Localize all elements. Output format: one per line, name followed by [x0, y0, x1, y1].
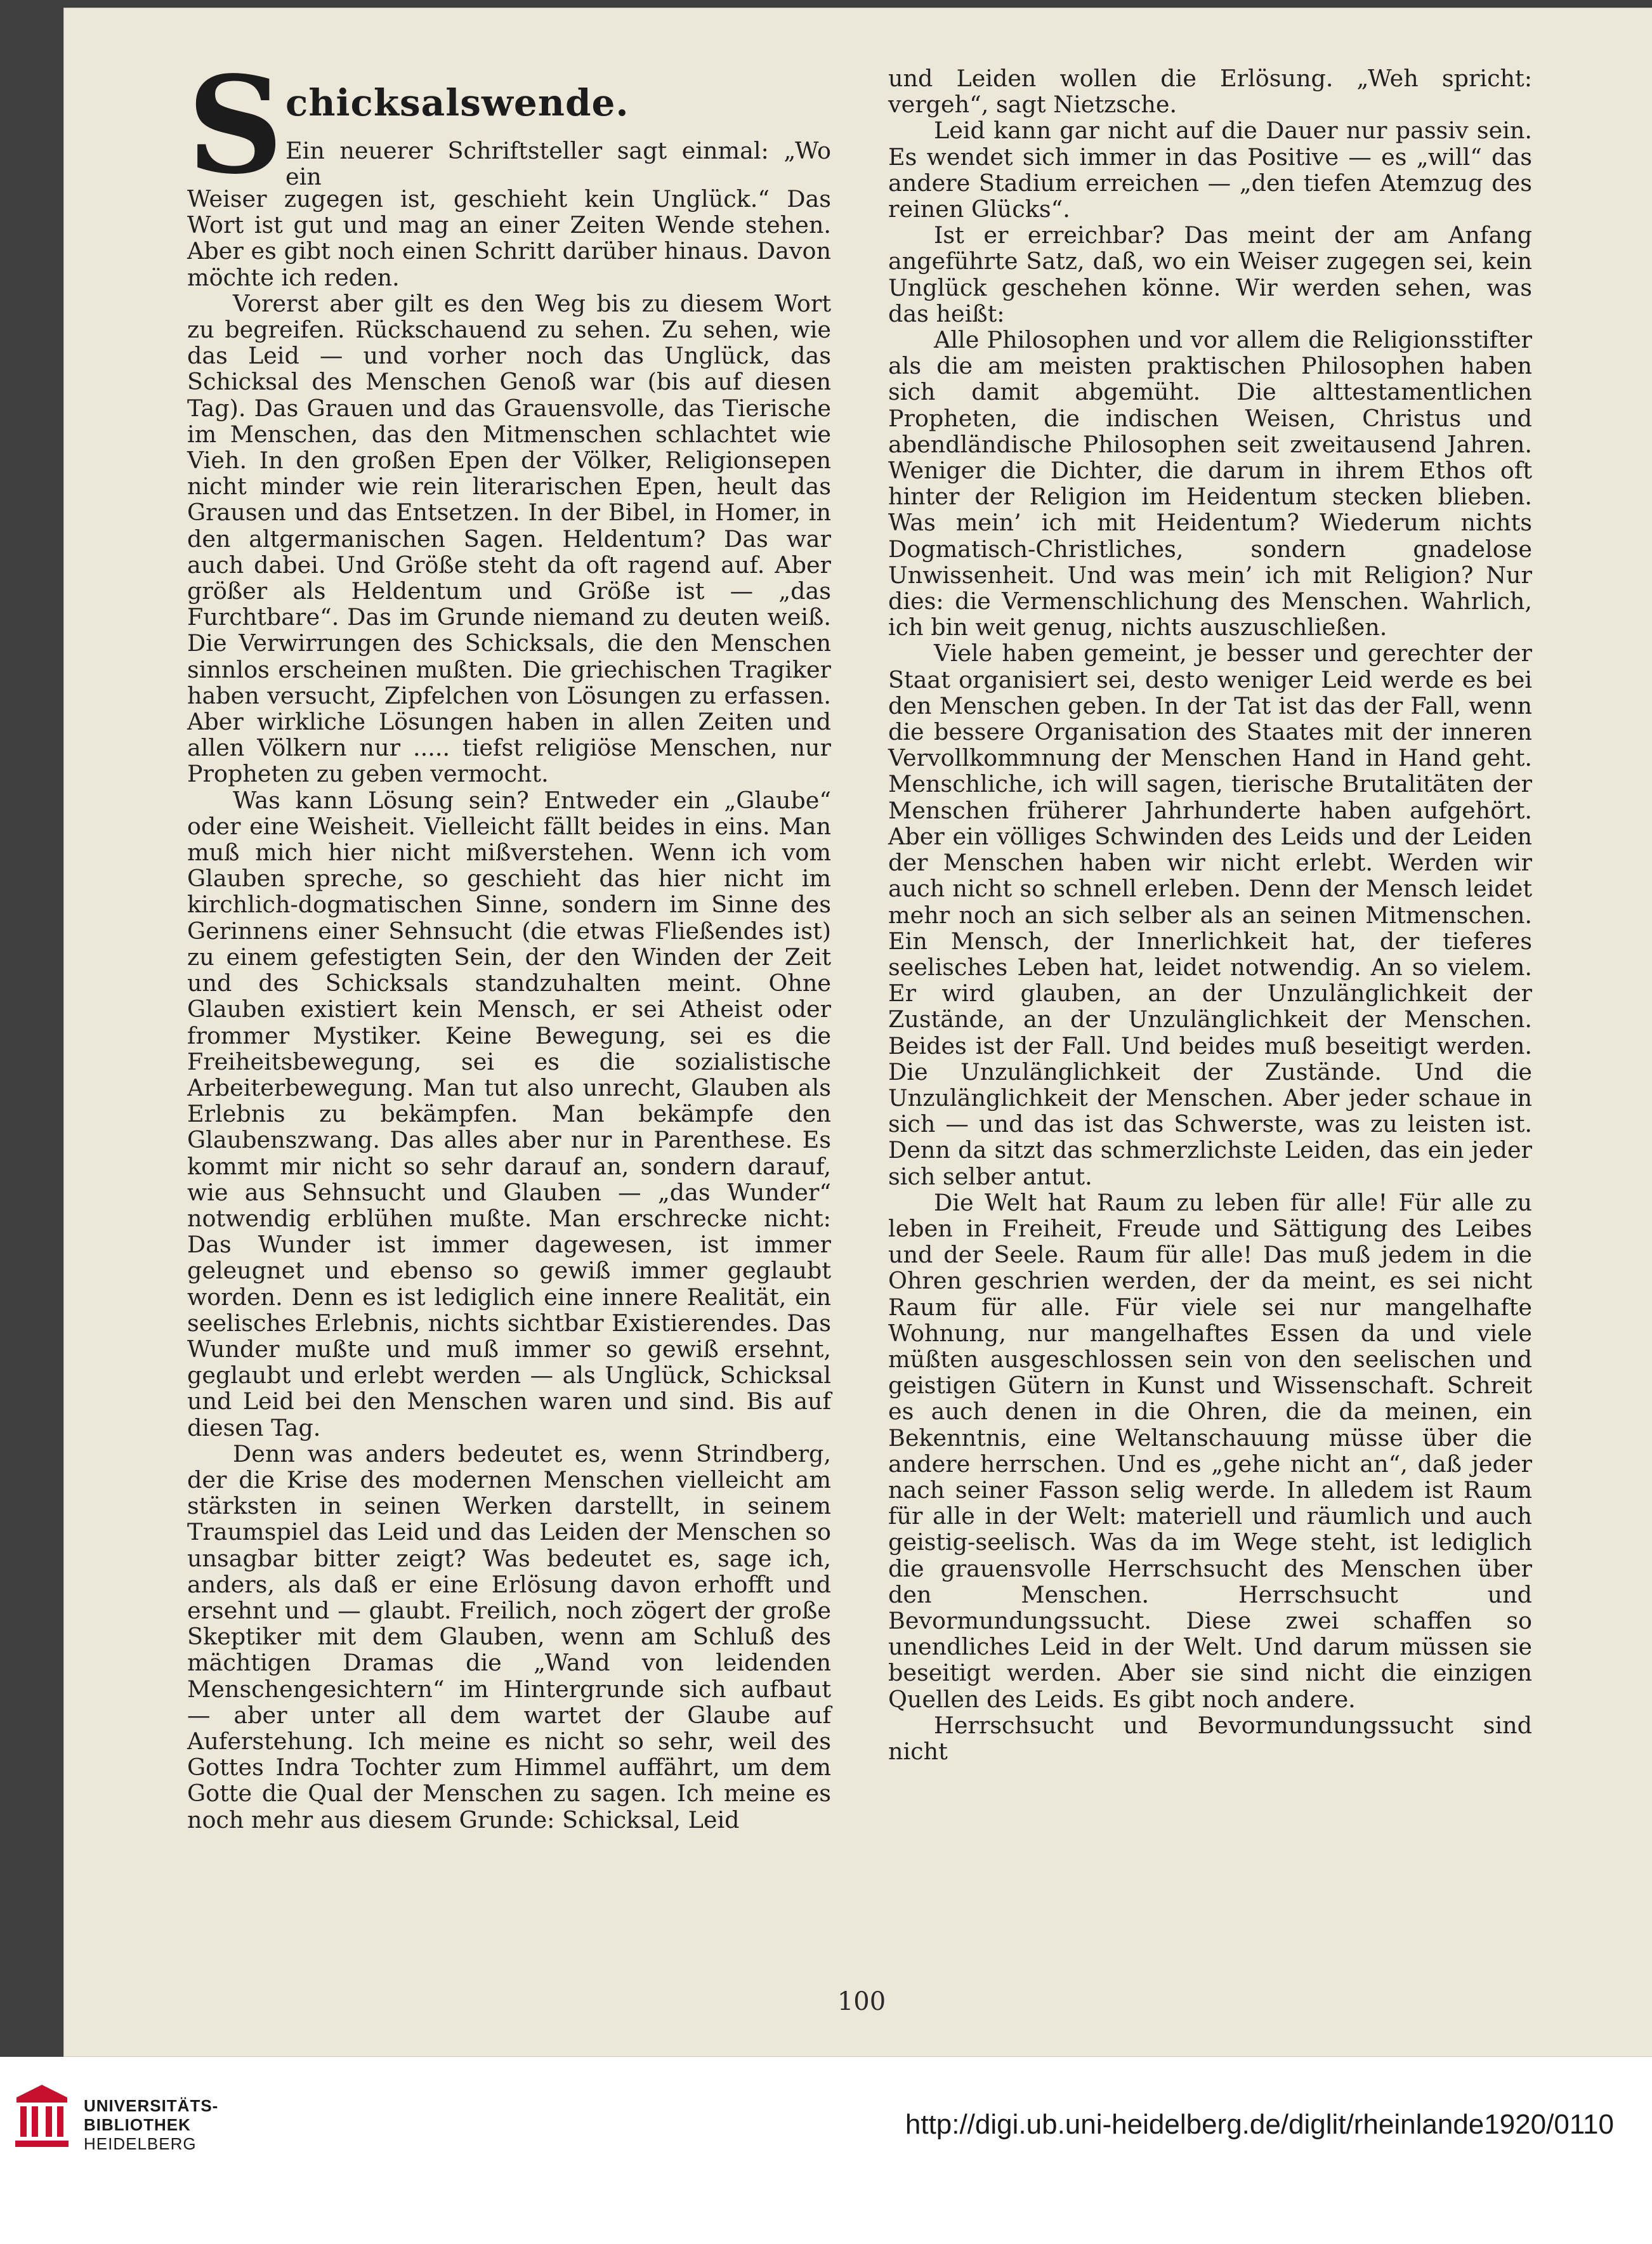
paragraph: Weiser zugegen ist, geschieht kein Unglück.“ Das Wort ist gut und mag an einer Zeiten Wende stehen. Aber es gibt noch einen Schritt darüber hinaus. Davon möchte ich reden. — [187, 185, 831, 291]
right-text-column — [888, 65, 1532, 1764]
university-library-logo-icon — [13, 2082, 71, 2152]
paragraph: Denn was anders bedeutet es, wenn Strindberg, der die Krise des modernen Menschen vielleicht am stärksten in seinen Werken darstellt, in seinem Traumspiel das Leid und das Leiden der Menschen so unsagbar bitter zeigt? Was bedeutet es, sage ich, anders, als daß er eine Erlösung davon erhofft und ersehnt und — glaubt. Freilich, noch zögert der große Skeptiker mit dem Glauben, wenn am Schluß des mächtigen Dramas die „Wand von leidenden Menschengesichtern“ im Hintergrunde sich aufbaut — aber unter all dem wartet der Glaube auf Auferstehung. Ich meine es nicht so sehr, weil des Gottes Indra Tochter zum Himmel auffährt, um dem Gotte die Qual der Menschen zu sagen. Ich meine es noch mehr aus diesem Grunde: Schicksal, Leid — [187, 1440, 831, 1834]
paragraph: Die Welt hat Raum zu leben für alle! Für alle zu leben in Freiheit, Freude und Sättigung des Leibes und der Seele. Raum für alle! Das muß jedem in die Ohren geschrien werden, der da meint, es sei nicht Raum für alle. Für viele sei nur mangelhafte Wohnung, nur mangelhaftes Essen da und viele müßten ausgeschlossen sein von den seelischen und geistigen Gütern in Kunst und Wissenschaft. Schreit es auch denen in die Ohren, die da meinen, ein Bekenntnis, eine Weltanschauung müsse über die andere herrschen. Und es „gehe nicht an“, daß jeder nach seiner Fasson selig werde. In alledem ist Raum für alle in der Welt: materiell und räumlich und auch geistig-seelisch. Was da im Wege steht, ist lediglich die grauensvolle Herrschsucht des Menschen über den Menschen. Herrschsucht und Bevormundungssucht. Diese zwei schaffen so unendliches Leid in der Welt. Und darum müssen sie beseitigt werden. Aber sie sind nicht die einzigen Quellen des Leids. Es gibt noch andere. — [888, 1188, 1532, 1713]
paragraph: Vorerst aber gilt es den Weg bis zu diesem Wort zu begreifen. Rückschauend zu sehen. Zu sehen, wie das Leid — und vorher noch das Unglück, das Schicksal des Menschen Genoß war (bis auf diesen Tag). Das Grauen und das Grauensvolle, das Tierische im Menschen, das den Mitmenschen schlachtet wie Vieh. In den großen Epen der Völker, Religionsepen nicht minder wie rein literarischen Epen, heult das Grausen und das Entsetzen. In der Bibel, in Homer, in den altgermanischen Sagen. Heldentum? Das war auch dabei. Und Größe steht da oft ragend auf. Aber größer als Heldentum und Größe ist — „das Furchtbare“. Das im Grunde niemand zu deuten weiß. Die Verwirrungen des Schicksals, die den Menschen sinnlos erscheinen mußten. Die griechischen Tragiker haben versucht, Zipfelchen von Lösungen zu erfassen. Aber wirkliche Lösungen haben in allen Zeiten und allen Völkern nur ..... tiefst religiöse Menschen, nur Propheten zu geben vermocht. — [187, 289, 831, 788]
left-text-column — [187, 47, 831, 1834]
paragraph: Ist er erreichbar? Das meint der am Anfang angeführte Satz, daß, wo ein Weiser zugegen sei, kein Unglück geschehen könne. Wir werden sehen, was das heißt: — [888, 221, 1532, 327]
article-heading — [187, 47, 831, 204]
paragraph: Alle Philosophen und vor allem die Religionsstifter als die am meisten praktischen Philosophen haben sich damit abgemüht. Die alttestamentlichen Propheten, die indischen Weisen, Christus und abendländische Philosophen seit zweitausend Jahren. Weniger die Dichter, die darum in ihrem Ethos oft hinter der Religion im Heidentum stecken blieben. Was mein’ ich mit Heidentum? Wiederum nichts Dogmatisch-Christliches, sondern gnadelose Unwissenheit. Und was mein’ ich mit Religion? Nur dies: die Vermenschlichung des Menschen. Wahrlich, ich bin weit genug, nichts auszuschließen. — [888, 326, 1532, 641]
first-line: Ein neuerer Schriftsteller sagt einmal: „Wo ein — [285, 137, 831, 191]
title-drop-initial: S — [187, 47, 284, 204]
article-title: chicksalswende. — [285, 81, 629, 124]
digitization-footer — [0, 2057, 1652, 2244]
source-url-link[interactable]: http://digi.ub.uni-heidelberg.de/diglit/rheinlande1920/0110 — [905, 2109, 1614, 2140]
page-number: 100 — [837, 1987, 886, 2016]
paragraph: Leid kann gar nicht auf die Dauer nur passiv sein. Es wendet sich immer in das Positive — es „will“ das andere Stadium erreichen — „den tiefen Atemzug des reinen Glücks“. — [888, 117, 1532, 223]
paragraph: Was kann Lösung sein? Entweder ein „Glaube“ oder eine Weisheit. Vielleicht fällt beides in eins. Man muß mich hier nicht mißverstehen. Wenn ich vom Glauben spreche, so geschieht das hier nicht im kirchlich-dogmatischen Sinne, sondern im Sinne des Gerinnens einer Sehnsucht (die etwas Fließendes ist) zu einem gefestigten Sein, der den Winden der Zeit und des Schicksals standzuhalten meint. Ohne Glauben existiert kein Mensch, er sei Atheist oder frommer Mystiker. Keine Bewegung, sei es die Freiheitsbewegung, sei es die sozialistische Arbeiterbewegung. Man tut also unrecht, Glauben als Erlebnis zu bekämpfen. Man bekämpfe den Glaubenszwang. Das alles aber nur in Parenthese. Es kommt mir nicht so sehr darauf an, sondern darauf, wie aus Sehnsucht und Glauben — „das Wunder“ notwendig erblühen mußte. Man erschrecke nicht: Das Wunder ist immer dagewesen, ist immer geleugnet und ebenso so gewiß immer geglaubt worden. Denn es ist lediglich eine innere Realität, ein seelisches Erlebnis, nichts sichtbar Existierendes. Das Wunder mußte und muß immer so gewiß ersehnt, geglaubt und erlebt werden — als Unglück, Schicksal und Leid bei den Menschen waren und sind. Bis auf diesen Tag. — [187, 786, 831, 1441]
paragraph: und Leiden wollen die Erlösung. „Weh spricht: vergeh“, sagt Nietzsche. — [888, 65, 1532, 119]
scanned-page — [63, 8, 1652, 2057]
paragraph: Herrschsucht und Bevormundungssucht sind nicht — [888, 1711, 1532, 1765]
paragraph: Viele haben gemeint, je besser und gerechter der Staat organisiert sei, desto weniger Leid werde es bei den Menschen geben. In der Tat ist das der Fall, wenn die bessere Organisation des Staates mit der inneren Vervollkommnung der Menschen Hand in Hand geht. Menschliche, ich will sagen, tierische Brutalitäten der Menschen früherer Jahrhunderte haben aufgehört. Aber ein völliges Schwinden des Leids und der Leiden der Menschen haben wir nicht erlebt. Werden wir auch nicht so schnell erleben. Denn der Mensch leidet mehr noch an sich selber als an seinen Mitmenschen. Ein Mensch, der Innerlichkeit hat, der tieferes seelisches Leben hat, leidet notwendig. An so vielem. Er wird glauben, an der Unzulänglichkeit der Zustände, an der Unzulänglichkeit der Menschen. Beides ist der Fall. Und beides muß beseitigt werden. Die Unzulänglichkeit der Zustände. Und die Unzulänglichkeit der Menschen. Aber jeder schaue in sich — und das ist das Schwerste, was zu leisten ist. Denn da sitzt das schmerzlichste Leiden, das ein jeder sich selber antut. — [888, 640, 1532, 1190]
library-name: UNIVERSITÄTS- BIBLIOTHEK HEIDELBERG — [84, 2096, 219, 2153]
